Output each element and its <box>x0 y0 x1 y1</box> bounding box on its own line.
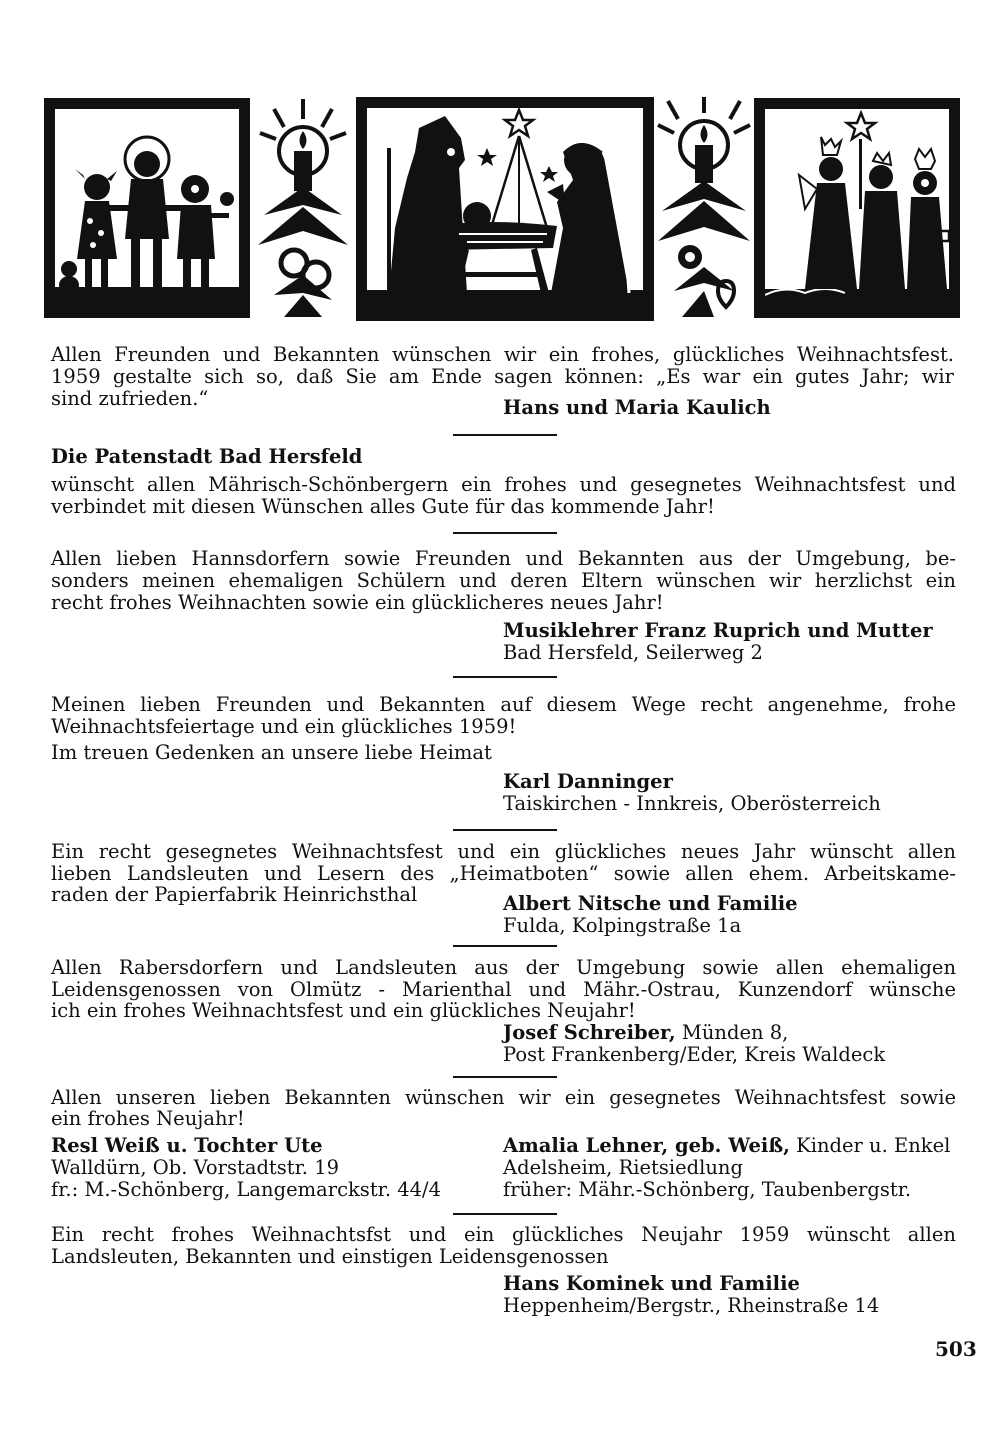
greeting-6-line-2: Leidensgenossen von Olmütz - Marienthal und Mähr.-Ostrau, Kunzendorf wünsche <box>51 978 956 1001</box>
greeting-3-line-2: sonders meinen ehemaligen Schülern und deren Eltern wünschen wir herzlichst ein <box>51 569 956 592</box>
greeting-7-left-address-1: Walldürn, Ob. Vorstadtstr. 19 <box>51 1156 340 1179</box>
greeting-3-address: Bad Hersfeld, Seilerweg 2 <box>503 641 763 664</box>
greeting-8-address: Heppenheim/Bergstr., Rheinstraße 14 <box>503 1294 880 1317</box>
children-silhouette-image <box>55 109 239 307</box>
greeting-1-line-1: Allen Freunden und Bekannten wünschen wir ein frohes, glückliches Weihnachtsfest. <box>51 343 954 366</box>
greeting-4-address: Taiskirchen - Innkreis, Oberösterreich <box>503 792 881 815</box>
greeting-6-signature-line <box>503 1022 788 1044</box>
greeting-1-line-2: 1959 gestalte sich so, daß Sie am Ende sagen können: „Es war ein gutes Jahr; wir <box>51 365 954 388</box>
greeting-6-line-1: Allen Rabersdorfern und Landsleuten aus der Umgebung sowie allen ehemaligen <box>51 956 956 979</box>
greeting-5-signature: Albert Nitsche und Familie <box>503 892 798 915</box>
greeting-7-left-address-2: fr.: M.-Schönberg, Langemarckstr. 44/4 <box>51 1178 442 1201</box>
greeting-7-right-signature: Amalia Lehner, geb. Weiß, <box>503 1134 790 1157</box>
christmas-banner <box>44 95 956 320</box>
divider-5 <box>453 945 557 947</box>
candle-ornament-left <box>254 95 352 320</box>
page-number: 503 <box>935 1337 977 1361</box>
greeting-2-line-1: wünscht allen Mährisch-Schönbergern ein frohes und gesegnetes Weihnachtsfest und <box>51 473 956 496</box>
greeting-6-signature-rest: Münden 8, <box>675 1021 789 1044</box>
greeting-4-line-2: Weihnachtsfeiertage und ein glückliches 1959! <box>51 715 517 738</box>
star-singers-panel <box>754 98 960 318</box>
greeting-5-line-2: lieben Landsleuten und Lesern des „Heimatboten“ sowie allen ehem. Arbeitskame- <box>51 862 956 885</box>
greeting-7-line-2: ein frohes Neujahr! <box>51 1107 245 1130</box>
greeting-1-line-3: sind zufrieden.“ <box>51 387 209 410</box>
divider-6 <box>453 1076 557 1078</box>
divider-4 <box>453 829 557 831</box>
greeting-8-line-2: Landsleuten, Bekannten und einstigen Leidensgenossen <box>51 1245 609 1268</box>
greeting-4-line-1: Meinen lieben Freunden und Bekannten auf diesem Wege recht angenehme, frohe <box>51 693 956 716</box>
divider-3 <box>453 676 557 678</box>
greeting-3-line-3: recht frohes Weihnachten sowie ein glücklicheres neues Jahr! <box>51 591 664 614</box>
greeting-2-heading: Die Patenstadt Bad Hersfeld <box>51 445 363 468</box>
greeting-3-signature: Musiklehrer Franz Ruprich und Mutter <box>503 619 933 642</box>
greeting-5-line-3: raden der Papierfabrik Heinrichsthal <box>51 883 418 906</box>
nativity-scene-panel <box>356 97 654 321</box>
greeting-6-address: Post Frankenberg/Eder, Kreis Waldeck <box>503 1043 886 1066</box>
greeting-3-line-1: Allen lieben Hannsdorfern sowie Freunden und Bekannten aus der Umgebung, be- <box>51 547 956 570</box>
children-silhouette-panel <box>44 98 250 318</box>
greeting-7-right-signature-line <box>503 1135 950 1157</box>
greeting-6-signature: Josef Schreiber, <box>503 1021 676 1044</box>
divider-2 <box>453 532 557 534</box>
divider-1 <box>453 434 557 436</box>
greeting-7-left-signature: Resl Weiß u. Tochter Ute <box>51 1134 323 1157</box>
greeting-7-right-address-2: früher: Mähr.-Schönberg, Taubenbergstr. <box>503 1178 912 1201</box>
greeting-6-line-3: ich ein frohes Weihnachtsfest und ein glückliches Neujahr! <box>51 999 636 1022</box>
candle-ornament-right <box>656 95 752 320</box>
candle-ornament-image <box>254 95 352 320</box>
greeting-5-line-1: Ein recht gesegnetes Weihnachtsfest und ein glückliches neues Jahr wünscht allen <box>51 840 956 863</box>
greeting-7-line-1: Allen unseren lieben Bekannten wünschen wir ein gesegnetes Weihnachtsfest sowie <box>51 1086 956 1109</box>
greeting-4-line-3: Im treuen Gedenken an unsere liebe Heimat <box>51 741 492 764</box>
candle-ornament-image-2 <box>656 95 752 320</box>
greeting-4-signature: Karl Danninger <box>503 770 673 793</box>
greeting-8-signature: Hans Kominek und Familie <box>503 1272 800 1295</box>
nativity-scene-image <box>367 108 643 310</box>
greeting-5-address: Fulda, Kolpingstraße 1a <box>503 914 742 937</box>
greeting-7-right-signature-rest: Kinder u. Enkel <box>789 1134 951 1157</box>
divider-7 <box>453 1213 557 1215</box>
star-singers-image <box>765 109 949 307</box>
greeting-7-right-address-1: Adelsheim, Rietsiedlung <box>503 1156 743 1179</box>
greeting-1-signature: Hans und Maria Kaulich <box>503 396 771 419</box>
greeting-8-line-1: Ein recht frohes Weihnachtsfst und ein glückliches Neujahr 1959 wünscht allen <box>51 1223 956 1246</box>
greeting-2-line-2: verbindet mit diesen Wünschen alles Gute für das kommende Jahr! <box>51 495 715 518</box>
